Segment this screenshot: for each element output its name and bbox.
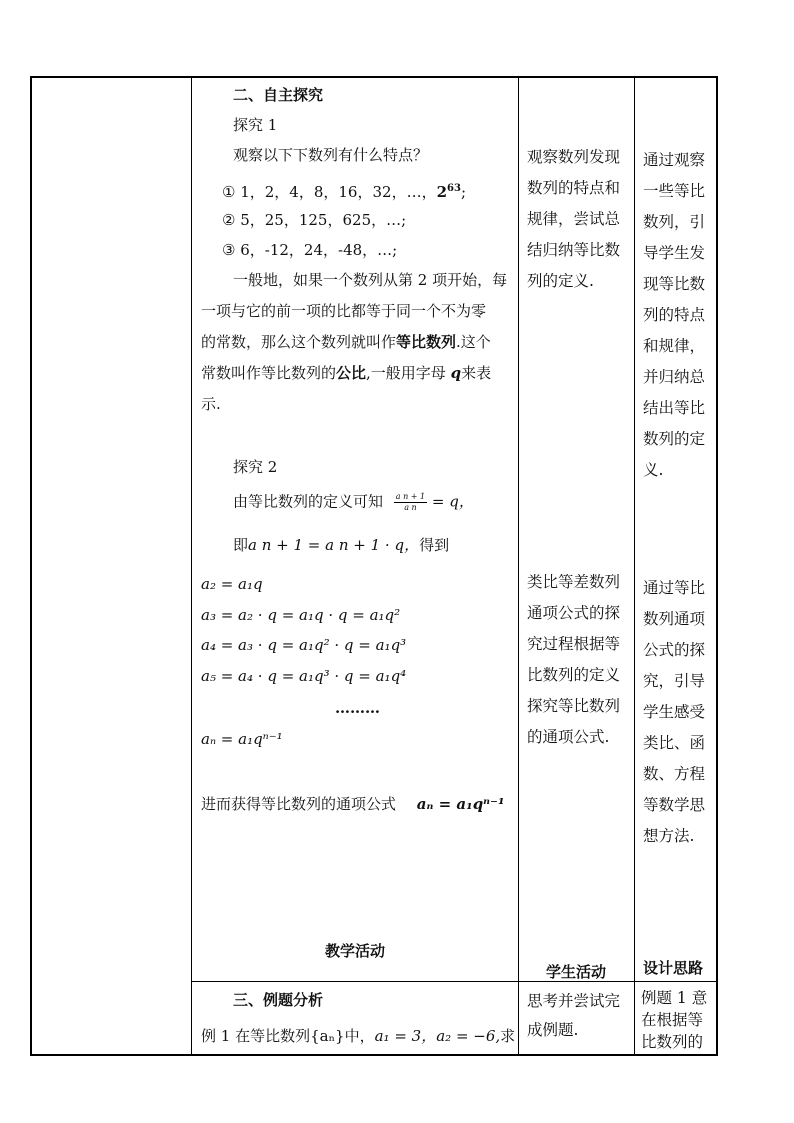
design-block-3: 例题 1 意 在根据等 比数列的: [641, 989, 708, 1051]
definition-line-1: 一般地，如果一个数列从第 2 项开始，每: [233, 271, 508, 289]
equation-a2: a₂ = a₁q: [201, 575, 263, 593]
table-left-border: [30, 76, 32, 1056]
student-block-1: 观察数列发现 数列的特点和 规律，尝试总 结归纳等比数 列的定义.: [527, 148, 621, 290]
table-bottom-border: [30, 1054, 718, 1056]
explore1-label: 探究 1: [233, 116, 278, 134]
col-divider-1: [191, 76, 192, 1056]
explore2-label: 探究 2: [233, 458, 278, 476]
definition-line-4: 常数叫作等比数列的公比,一般用字母 q来表: [201, 364, 492, 382]
definition-line-2: 一项与它的前一项的比都等于同一个不为零: [201, 302, 487, 320]
sequence-3: ③ 6，-12，24，-48，…;: [222, 241, 398, 259]
teaching-footer-label: 教学活动: [325, 942, 386, 960]
definition-line-3: 的常数，那么这个数列就叫作等比数列.这个: [201, 333, 491, 351]
student-block-3: 思考并尝试完 成例题.: [527, 992, 621, 1039]
equation-a4: a₄ = a₃ · q = a₁q² · q = a₁q³: [201, 636, 407, 654]
col-divider-3: [634, 76, 635, 1056]
equation-an: aₙ = a₁qⁿ⁻¹: [201, 730, 283, 748]
design-block-2: 通过等比 数列通项 公式的探 究，引导 学生感受 类比、函 数、方程 等数学思 想方法.: [643, 579, 706, 845]
recursion-line: 即a n + 1 = a n + 1 · q，得到: [233, 536, 450, 554]
table-top-border: [30, 76, 718, 78]
explore2-text: 由等比数列的定义可知 $\frac{\text{a n + 1}}{\text{a n}}$ = q，: [233, 492, 474, 512]
design-block-1: 通过观察 一些等比 数列，引 导学生发 现等比数 列的特点 和规律， 并归纳总 结出等比 数列的定 义.: [643, 151, 706, 479]
section2-heading: 二、自主探究: [233, 86, 324, 104]
equation-a5: a₅ = a₄ · q = a₁q³ · q = a₁q⁴: [201, 667, 407, 685]
general-formula-line: 进而获得等比数列的通项公式 aₙ = a₁qⁿ⁻¹: [201, 795, 505, 813]
sequence-1: ① 1，2，4，8，16，32，…，$2^{63}$;: [222, 183, 466, 201]
section3-heading: 三、例题分析: [233, 991, 324, 1009]
ratio-fraction: $\frac{\text{a n + 1}}{\text{a n}}$: [395, 492, 426, 512]
equation-a3: a₃ = a₂ · q = a₁q · q = a₁q²: [201, 606, 401, 624]
row-divider: [191, 981, 717, 982]
student-footer-label: 学生活动: [546, 963, 607, 981]
design-footer-label: 设计思路: [643, 959, 704, 977]
definition-line-5: 示.: [201, 395, 221, 413]
student-block-2: 类比等差数列 通项公式的探 究过程根据等 比数列的定义 探究等比数列 的通项公式.: [527, 573, 621, 746]
col-divider-2: [518, 76, 519, 1056]
example1-line: 例 1 在等比数列{aₙ}中，a₁ = 3，a₂ = −6,求: [201, 1027, 516, 1045]
equation-dots: ………: [335, 699, 380, 717]
table-right-border: [716, 76, 718, 1056]
explore1-question: 观察以下下数列有什么特点？: [233, 146, 429, 164]
sequence-2: ② 5，25，125，625，…;: [222, 211, 407, 229]
